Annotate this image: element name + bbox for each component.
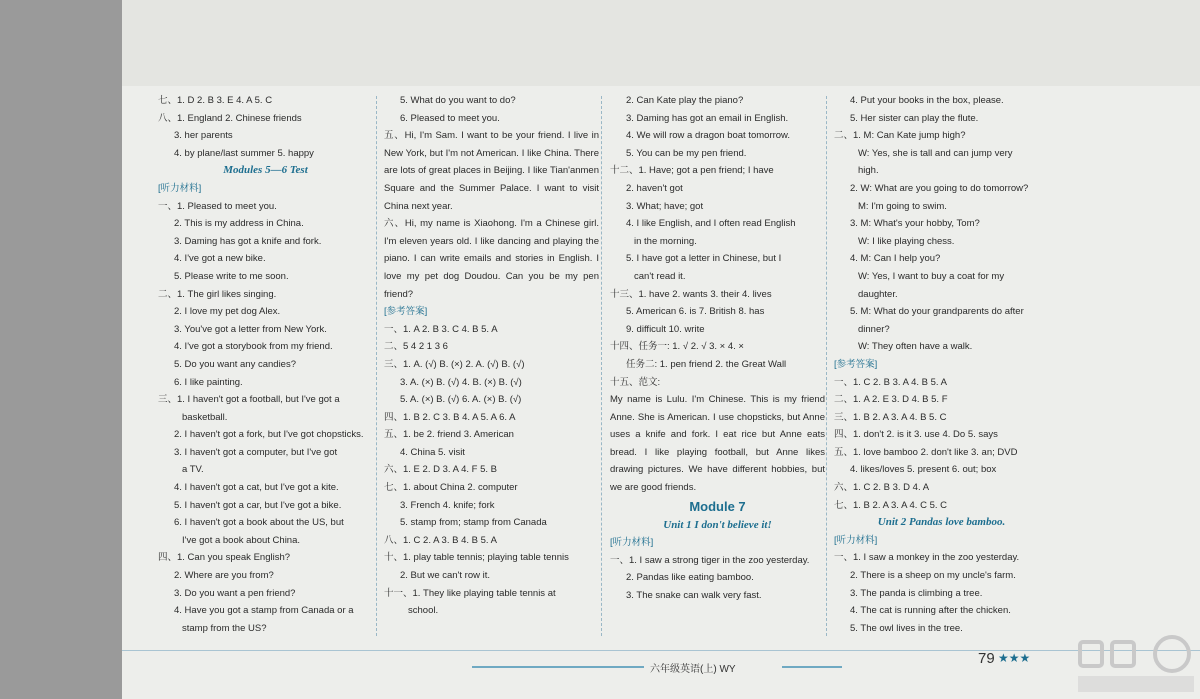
answer-line: 2. Can Kate play the piano? <box>626 95 744 106</box>
answer-line: 5. A. (×) B. (√) 6. A. (×) B. (√) <box>400 394 522 406</box>
answer-line: 5. What do you want to do? <box>400 95 516 106</box>
section-tag: [参考答案] <box>834 358 878 370</box>
answer-line: 5. Please write to me soon. <box>174 270 289 282</box>
answer-line: 4. The cat is running after the chicken. <box>850 605 1011 617</box>
column-2 <box>384 92 599 620</box>
answer-line: 一、1. I saw a strong tiger in the zoo yesterday. <box>610 554 810 566</box>
answer-line: 二、1. A 2. E 3. D 4. B 5. F <box>834 394 948 406</box>
footer-bar-right <box>782 666 842 668</box>
answer-line: 5. The owl lives in the tree. <box>850 622 963 634</box>
answer-line: 四、1. Can you speak English? <box>158 552 291 564</box>
answer-line: 5. American 6. is 7. British 8. has <box>626 306 765 318</box>
difficulty-stars: ★★★ <box>998 651 1031 665</box>
answer-line: 3. You've got a letter from New York. <box>174 323 327 335</box>
answer-line: 十、1. play table tennis; playing table tennis <box>384 552 569 564</box>
answer-line: 3. French 4. knife; fork <box>400 499 495 511</box>
section-tag: [参考答案] <box>384 306 428 318</box>
section-heading: Modules 5—6 Test <box>223 164 308 177</box>
answer-line: 任务二: 1. pen friend 2. the Great Wall <box>626 358 787 370</box>
top-margin <box>122 0 1200 86</box>
answer-line: 4. Have you got a stamp from Canada or a <box>174 605 354 617</box>
answer-line: 3. her parents <box>174 130 233 142</box>
answer-line: 4. China 5. visit <box>400 446 465 458</box>
section-heading: Unit 2 Pandas love bamboo. <box>877 516 1006 529</box>
answer-line: 4. I like English, and I often read English <box>626 218 796 230</box>
answer-line: 二、5 4 2 1 3 6 <box>384 341 448 353</box>
answer-line: 五、1. love bamboo 2. don't like 3. an; DVD <box>834 446 1018 458</box>
answer-line: 2. There is a sheep on my uncle's farm. <box>850 570 1016 582</box>
answer-line: 4. I've got a storybook from my friend. <box>174 341 333 353</box>
answer-line: 七、1. D 2. B 3. E 4. A 5. C <box>158 95 273 106</box>
answer-line: 八、1. C 2. A 3. B 4. B 5. A <box>384 534 498 546</box>
answer-line: 3. The snake can walk very fast. <box>626 590 762 602</box>
answer-line: 5. stamp from; stamp from Canada <box>400 517 547 529</box>
answer-line: 三、1. I haven't got a football, but I've got a <box>158 394 340 406</box>
answer-line: 3. Do you want a pen friend? <box>174 587 296 599</box>
paragraph-xiaohong: 六、Hi, my name is Xiaohong. I'm a Chinese girl. I'm eleven years old. I like dancing and playing the piano. I can write emails and stories in English. I love my pet dog Doudou. Can you be my pen friend? <box>384 218 599 300</box>
answer-line: 一、1. I saw a monkey in the zoo yesterday. <box>834 552 1020 564</box>
answer-line: 6. Pleased to meet you. <box>400 112 500 124</box>
answer-line: 六、1. C 2. B 3. D 4. A <box>834 482 930 494</box>
answer-line: 2. I haven't got a fork, but I've got chopsticks. <box>174 429 364 441</box>
answer-line: I've got a book about China. <box>182 534 301 546</box>
answer-line: 三、1. A. (√) B. (×) 2. A. (√) B. (√) <box>384 358 525 370</box>
answer-line: 2. I love my pet dog Alex. <box>174 306 281 318</box>
answer-line: 七、1. B 2. A 3. A 4. C 5. C <box>834 499 948 511</box>
answer-line: 十二、1. Have; got a pen friend; I have <box>610 165 774 177</box>
answer-line: 5. You can be my pen friend. <box>626 147 747 159</box>
answer-line: 四、1. B 2. C 3. B 4. A 5. A 6. A <box>384 411 516 423</box>
answer-line: 一、1. C 2. B 3. A 4. B 5. A <box>834 376 948 388</box>
answer-line: 十三、1. have 2. wants 3. their 4. lives <box>610 288 772 300</box>
answer-line: 2. Pandas like eating bamboo. <box>626 572 754 584</box>
answer-line: 五、1. be 2. friend 3. American <box>384 429 514 441</box>
column-3 <box>610 92 825 605</box>
answer-line: school. <box>408 605 439 617</box>
answer-line: W: Yes, she is tall and can jump very <box>858 147 1013 159</box>
answer-line: W: Yes, I want to buy a coat for my <box>858 270 1005 282</box>
answer-line: 6. I haven't got a book about the US, but <box>174 517 344 529</box>
answer-line: 3. A. (×) B. (√) 4. B. (×) B. (√) <box>400 376 522 388</box>
answer-line: 5. Do you want any candies? <box>174 358 296 370</box>
answer-line: 4. likes/loves 5. present 6. out; box <box>850 464 997 476</box>
answer-line: high. <box>858 165 879 177</box>
answer-line: 3. I haven't got a computer, but I've got <box>174 446 338 458</box>
answer-line: 5. I haven't got a car, but I've got a bike. <box>174 499 342 511</box>
answer-line: daughter. <box>858 288 898 300</box>
answer-line: 4. I haven't got a cat, but I've got a kite. <box>174 482 339 494</box>
section-heading: Unit 1 I don't believe it! <box>663 518 772 531</box>
page-number: 79 <box>978 650 995 667</box>
page <box>122 0 1200 699</box>
book-title: 六年级英语(上) WY <box>650 664 736 675</box>
section-tag: [听力材料] <box>610 537 654 549</box>
answer-line: 6. I like painting. <box>174 376 243 388</box>
answer-line: 2. haven't got <box>626 182 683 194</box>
answer-line: M: I'm going to swim. <box>858 200 947 212</box>
watermark-logo <box>1074 632 1198 696</box>
answer-line: a TV. <box>182 464 204 476</box>
answer-line: can't read it. <box>634 270 686 282</box>
answer-line: 3. The panda is climbing a tree. <box>850 587 983 599</box>
answer-line: 5. Her sister can play the flute. <box>850 112 979 124</box>
answer-line: 四、1. don't 2. is it 3. use 4. Do 5. says <box>834 429 998 441</box>
answer-line: 5. M: What do your grandparents do after <box>850 306 1024 318</box>
answer-line: basketball. <box>182 411 228 423</box>
answer-line: 2. But we can't row it. <box>400 570 490 582</box>
answer-line: 二、1. The girl likes singing. <box>158 288 277 300</box>
answer-line: W: They often have a walk. <box>858 341 973 353</box>
answer-line: in the morning. <box>634 235 697 247</box>
column-4 <box>834 92 1049 637</box>
column-1 <box>158 92 373 637</box>
column-divider <box>376 96 377 636</box>
answer-line: 二、1. M: Can Kate jump high? <box>834 130 966 142</box>
answer-line: 9. difficult 10. write <box>626 323 705 335</box>
answer-line: 3. What; have; got <box>626 200 704 212</box>
answer-line: 一、1. A 2. B 3. C 4. B 5. A <box>384 323 498 335</box>
footer-rule <box>122 650 1200 651</box>
column-divider <box>826 96 827 636</box>
answer-line: 十五、范文: <box>610 376 661 388</box>
answer-line: 3. Daming has got an email in English. <box>626 112 789 124</box>
answer-line: 一、1. Pleased to meet you. <box>158 200 277 212</box>
section-tag: [听力材料] <box>158 182 202 194</box>
paragraph-sam: 五、Hi, I'm Sam. I want to be your friend. I live in New York, but I'm not American. I like China. There are lots of great places in Beijing. I like Tian'anmen Square and the Summer Palace. I want to visit China next year. <box>384 130 599 212</box>
answer-line: 4. I've got a new bike. <box>174 253 266 265</box>
answer-line: 2. This is my address in China. <box>174 218 304 230</box>
section-tag: [听力材料] <box>834 534 878 546</box>
answer-line: 八、1. England 2. Chinese friends <box>158 112 302 124</box>
answer-line: 4. M: Can I help you? <box>850 253 941 265</box>
paragraph-model-essay: My name is Lulu. I'm Chinese. This is my friend Anne. She is American. I use chopsticks, but Anne uses a knife and fork. I eat rice but Anne eats bread. I like playing football, but Anne likes drawing pictures. We have different hobbies, but we are good friends. <box>610 394 825 494</box>
answer-line: 十四、任务一: 1. √ 2. √ 3. × 4. × <box>610 341 744 353</box>
answer-line: 3. Daming has got a knife and fork. <box>174 235 322 247</box>
answer-line: 七、1. about China 2. computer <box>384 482 518 494</box>
answer-line: W: I like playing chess. <box>858 235 955 247</box>
answer-line: 3. M: What's your hobby, Tom? <box>850 218 980 230</box>
answer-line: 2. Where are you from? <box>174 570 274 582</box>
answer-line: dinner? <box>858 323 890 335</box>
answer-line: 六、1. E 2. D 3. A 4. F 5. B <box>384 464 497 476</box>
footer-bar-left <box>472 666 644 668</box>
answer-line: 4. Put your books in the box, please. <box>850 95 1004 106</box>
column-divider <box>601 96 602 636</box>
answer-line: 2. W: What are you going to do tomorrow? <box>850 182 1029 194</box>
answer-line: 4. We will row a dragon boat tomorrow. <box>626 130 791 142</box>
answer-line: 5. I have got a letter in Chinese, but I <box>626 253 782 265</box>
answer-line: 十一、1. They like playing table tennis at <box>384 587 556 599</box>
answer-line: stamp from the US? <box>182 622 267 634</box>
section-heading: Module 7 <box>689 498 746 514</box>
answer-line: 三、1. B 2. A 3. A 4. B 5. C <box>834 411 947 423</box>
answer-line: 4. by plane/last summer 5. happy <box>174 147 314 159</box>
